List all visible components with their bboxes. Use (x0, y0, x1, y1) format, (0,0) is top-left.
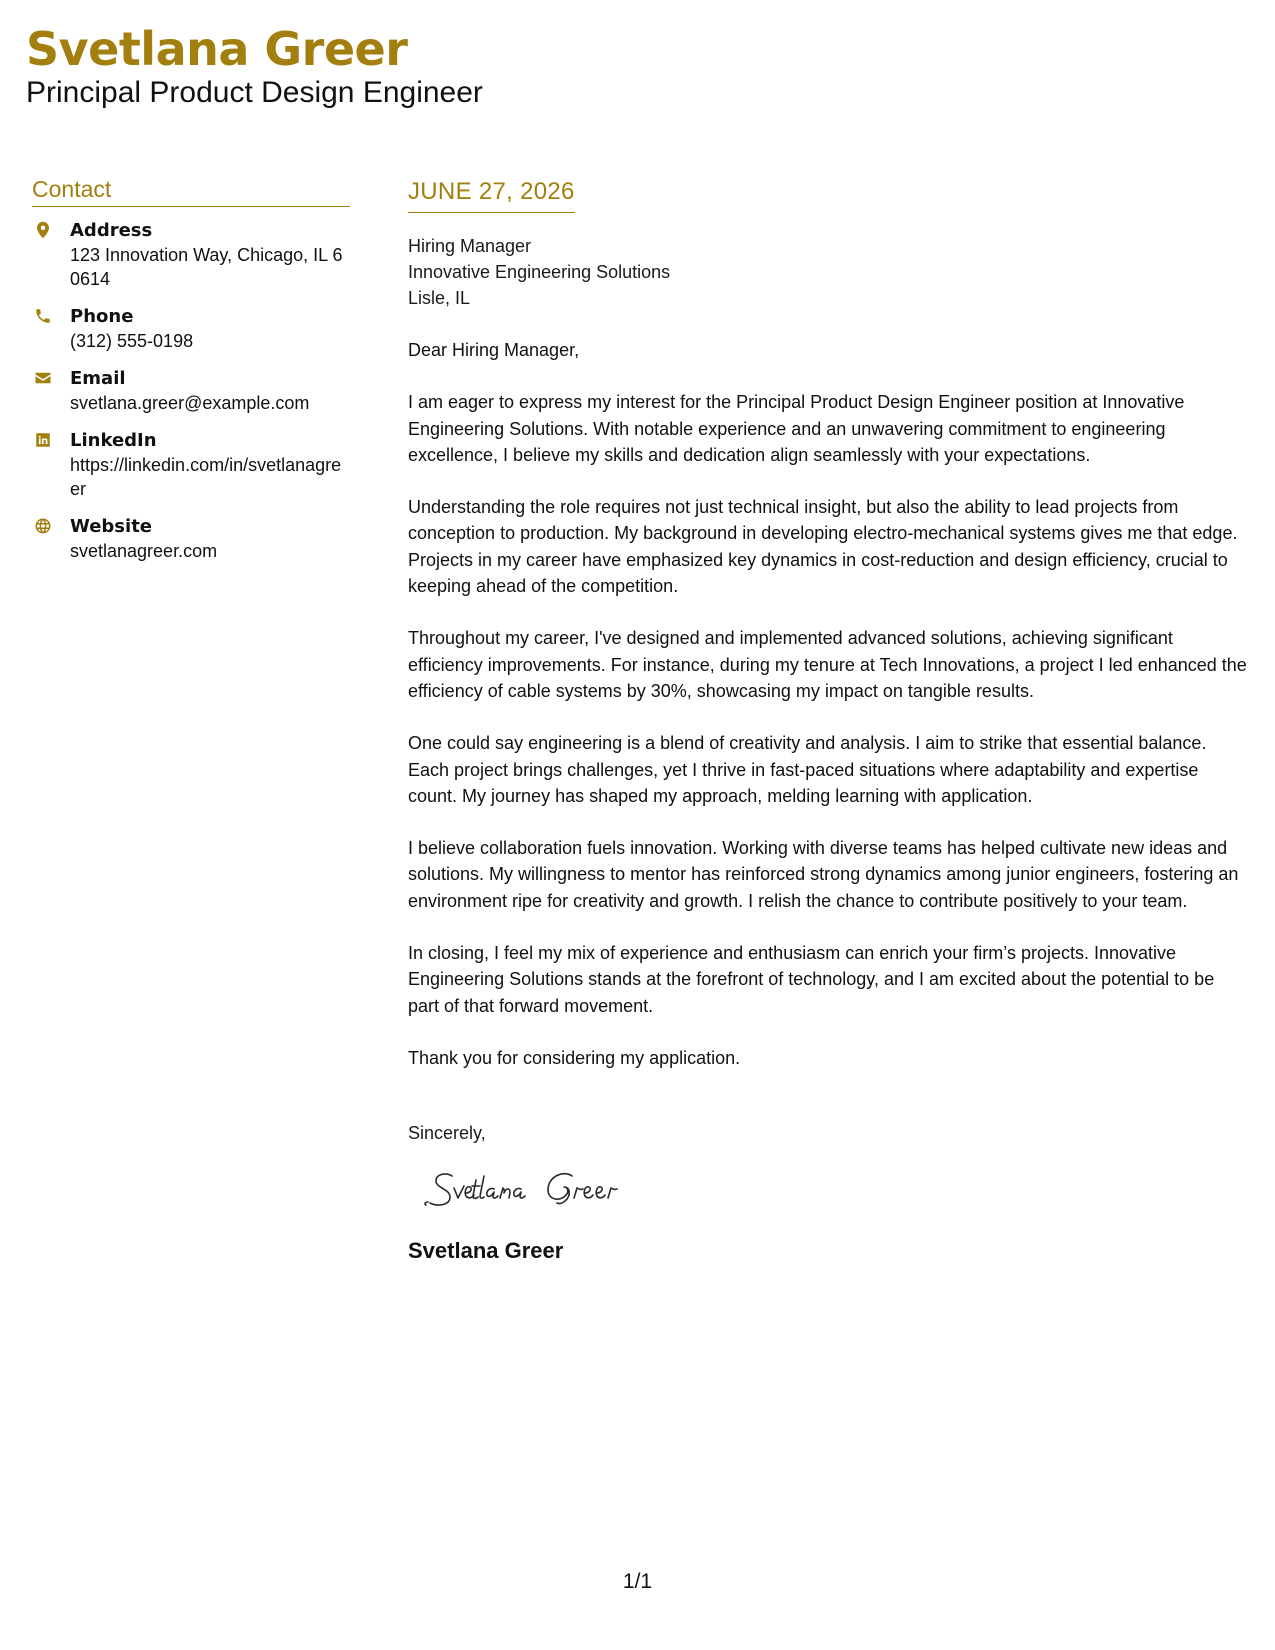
recipient-company: Innovative Engineering Solutions (408, 262, 671, 282)
recipient-location: Lisle, IL (408, 288, 471, 308)
letter-header (26, 24, 483, 111)
contact-item-email (32, 367, 350, 415)
email-link[interactable]: svetlana.greer@example.com (70, 393, 310, 413)
closing: Sincerely, (408, 1123, 486, 1144)
globe-icon (34, 517, 52, 535)
body-paragraph: Understanding the role requires not just technical insight, but also the ability to lead projects from conception to production. My background in developing electro-mechanical systems gives me that edge. Projects in my career have emphasized key dynamics in cost-reduction and design efficiency, crucial to keeping ahead of the competition. (408, 497, 1238, 597)
body-paragraph: Throughout my career, I've designed and implemented advanced solutions, achieving significant efficiency improvements. For instance, during my tenure at Tech Innovations, a project I led enhanced the efficiency of cable systems by 30%, showcasing my impact on tangible results. (408, 628, 1247, 701)
contact-heading: Contact (32, 176, 350, 207)
body-paragraph: I believe collaboration fuels innovation. Working with diverse teams has helped cultivate new ideas and solutions. My willingness to mentor has reinforced strong dynamics among junior engineers, fostering an environment ripe for creativity and growth. I relish the chance to contribute positively to your team. (408, 838, 1239, 911)
website-link[interactable]: svetlanagreer.com (70, 541, 218, 561)
phone-value: (312) 555-0198 (70, 331, 194, 351)
page-number: 1/1 (622, 1570, 653, 1593)
applicant-title: Principal Product Design Engineer (26, 75, 483, 109)
contact-item-phone (32, 305, 350, 353)
recipient-block (408, 233, 1248, 311)
applicant-name: Svetlana Greer (26, 22, 408, 76)
contact-label: Email (70, 368, 126, 389)
address-value: 123 Innovation Way, Chicago, IL 60614 (70, 245, 343, 289)
contact-label: LinkedIn (70, 430, 157, 451)
body-paragraph: In closing, I feel my mix of experience and enthusiasm can enrich your firm’s projects. Innovative Engineering Solutions stands at the forefront of technology, and I am excited about the potential to be part of that forward movement. (408, 943, 1215, 1016)
body-paragraph: I am eager to express my interest for the Principal Product Design Engineer position at Innovative Engineering Solutions. With notable experience and an unwavering commitment to engineering excellence, I believe my skills and dedication align seamlessly with your expectations. (408, 392, 1185, 465)
letter-body (408, 178, 1248, 1264)
contact-label: Address (70, 220, 153, 241)
envelope-icon (34, 369, 52, 387)
body-paragraph: One could say engineering is a blend of creativity and analysis. I aim to strike that essential balance. Each project brings challenges, yet I thrive in fast-paced situations where adaptability and expertise count. My journey has shaped my approach, melding learning with application. (408, 733, 1207, 806)
contact-label: Phone (70, 306, 134, 327)
letter-date: JUNE 27, 2026 (408, 178, 575, 213)
contact-list (32, 219, 350, 563)
contact-item-linkedin (32, 429, 350, 501)
handwritten-signature (422, 1162, 662, 1222)
contact-item-website (32, 515, 350, 563)
recipient-name: Hiring Manager (408, 236, 532, 256)
signed-name: Svetlana Greer (408, 1238, 564, 1264)
contact-item-address (32, 219, 350, 291)
body-paragraph: Thank you for considering my application. (408, 1047, 741, 1068)
salutation: Dear Hiring Manager, (408, 340, 580, 360)
linkedin-icon (34, 431, 52, 449)
contact-sidebar (32, 176, 350, 577)
linkedin-link[interactable]: https://linkedin.com/in/svetlanagreer (70, 455, 342, 499)
map-pin-icon (34, 221, 52, 239)
contact-label: Website (70, 516, 153, 537)
phone-icon (34, 307, 52, 325)
